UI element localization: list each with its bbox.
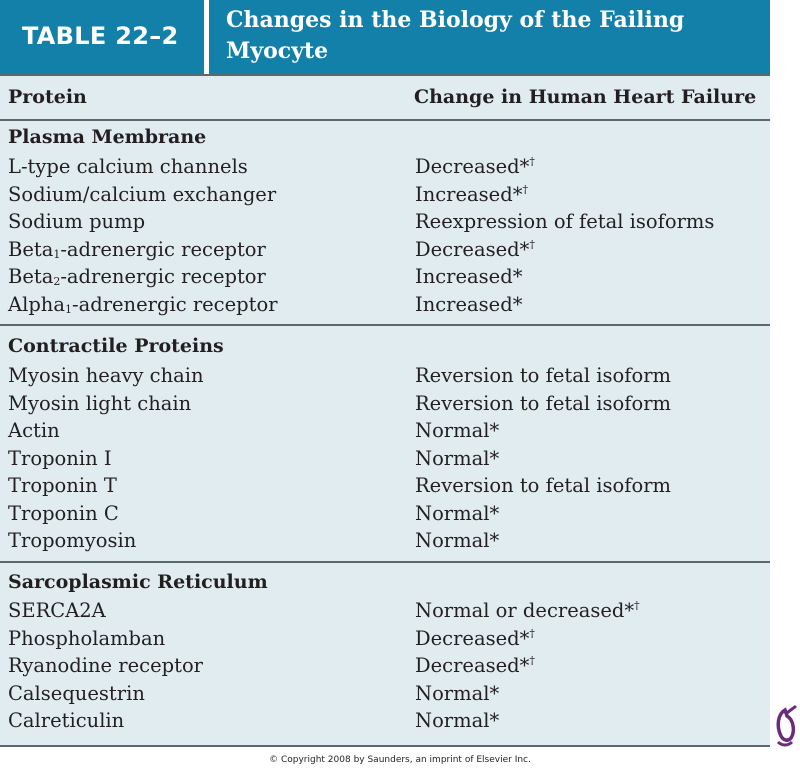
column-header-rule (0, 119, 770, 121)
protein-cell: Myosin light chain (8, 391, 192, 415)
change-cell: Decreased*† (415, 155, 535, 178)
elsevier-tree-logo-icon (772, 704, 798, 748)
table-header (0, 0, 770, 74)
protein-cell: Actin (8, 419, 60, 442)
section-title: Sarcoplasmic Reticulum (8, 571, 268, 593)
protein-cell: Phospholamban (8, 626, 166, 650)
change-cell: Increased* (415, 292, 523, 316)
protein-cell: Ryanodine receptor (8, 654, 203, 677)
change-cell: Increased*† (415, 182, 528, 206)
table-label: TABLE 22–2 (22, 22, 179, 50)
change-cell: Reversion to fetal isoform (415, 391, 672, 415)
copyright-notice: © Copyright 2008 by Saunders, an imprint of Elsevier Inc. (269, 755, 531, 765)
section-divider (0, 561, 770, 563)
protein-cell: Sodium pump (8, 210, 146, 233)
change-cell: Decreased*† (415, 237, 535, 261)
change-cell: Normal* (415, 709, 500, 732)
change-cell: Normal* (415, 681, 500, 705)
section-title: Contractile Proteins (8, 335, 224, 357)
section-divider (0, 324, 770, 326)
section-title: Plasma Membrane (8, 126, 207, 148)
change-cell: Decreased*† (415, 626, 535, 650)
protein-cell: Calsequestrin (8, 681, 145, 705)
protein-cell: Troponin T (8, 474, 117, 497)
change-cell: Reversion to fetal isoform (415, 474, 672, 497)
change-cell: Decreased*† (415, 654, 535, 677)
change-cell: Reversion to fetal isoform (415, 364, 672, 387)
column-header-protein: Protein (8, 86, 87, 108)
change-cell: Normal or decreased*† (415, 599, 640, 622)
change-cell: Normal* (415, 529, 500, 552)
protein-cell: Sodium/calcium exchanger (8, 182, 277, 206)
change-cell: Increased* (415, 265, 523, 288)
protein-cell: Alpha$_1$-adrenergic receptor (8, 292, 278, 316)
top-rule (0, 74, 770, 76)
column-header-change: Change in Human Heart Failure (414, 86, 757, 108)
protein-cell: Beta$_1$-adrenergic receptor (8, 237, 266, 261)
change-cell: Normal* (415, 419, 500, 442)
bottom-rule (0, 745, 770, 747)
protein-cell: Troponin C (8, 501, 119, 525)
table-title: Changes in the Biology of the Failing Myocyte (226, 7, 685, 64)
protein-cell: L-type calcium channels (8, 155, 248, 178)
change-cell: Reexpression of fetal isoforms (415, 210, 715, 233)
change-cell: Normal* (415, 501, 500, 525)
protein-cell: Calreticulin (8, 709, 125, 732)
change-cell: Normal* (415, 446, 500, 470)
protein-cell: Tropomyosin (8, 529, 137, 552)
header-divider (204, 0, 209, 74)
protein-cell: Troponin I (8, 446, 112, 470)
protein-cell: SERCA2A (8, 599, 106, 622)
protein-cell: Beta$_2$-adrenergic receptor (8, 265, 266, 288)
protein-cell: Myosin heavy chain (8, 364, 204, 387)
